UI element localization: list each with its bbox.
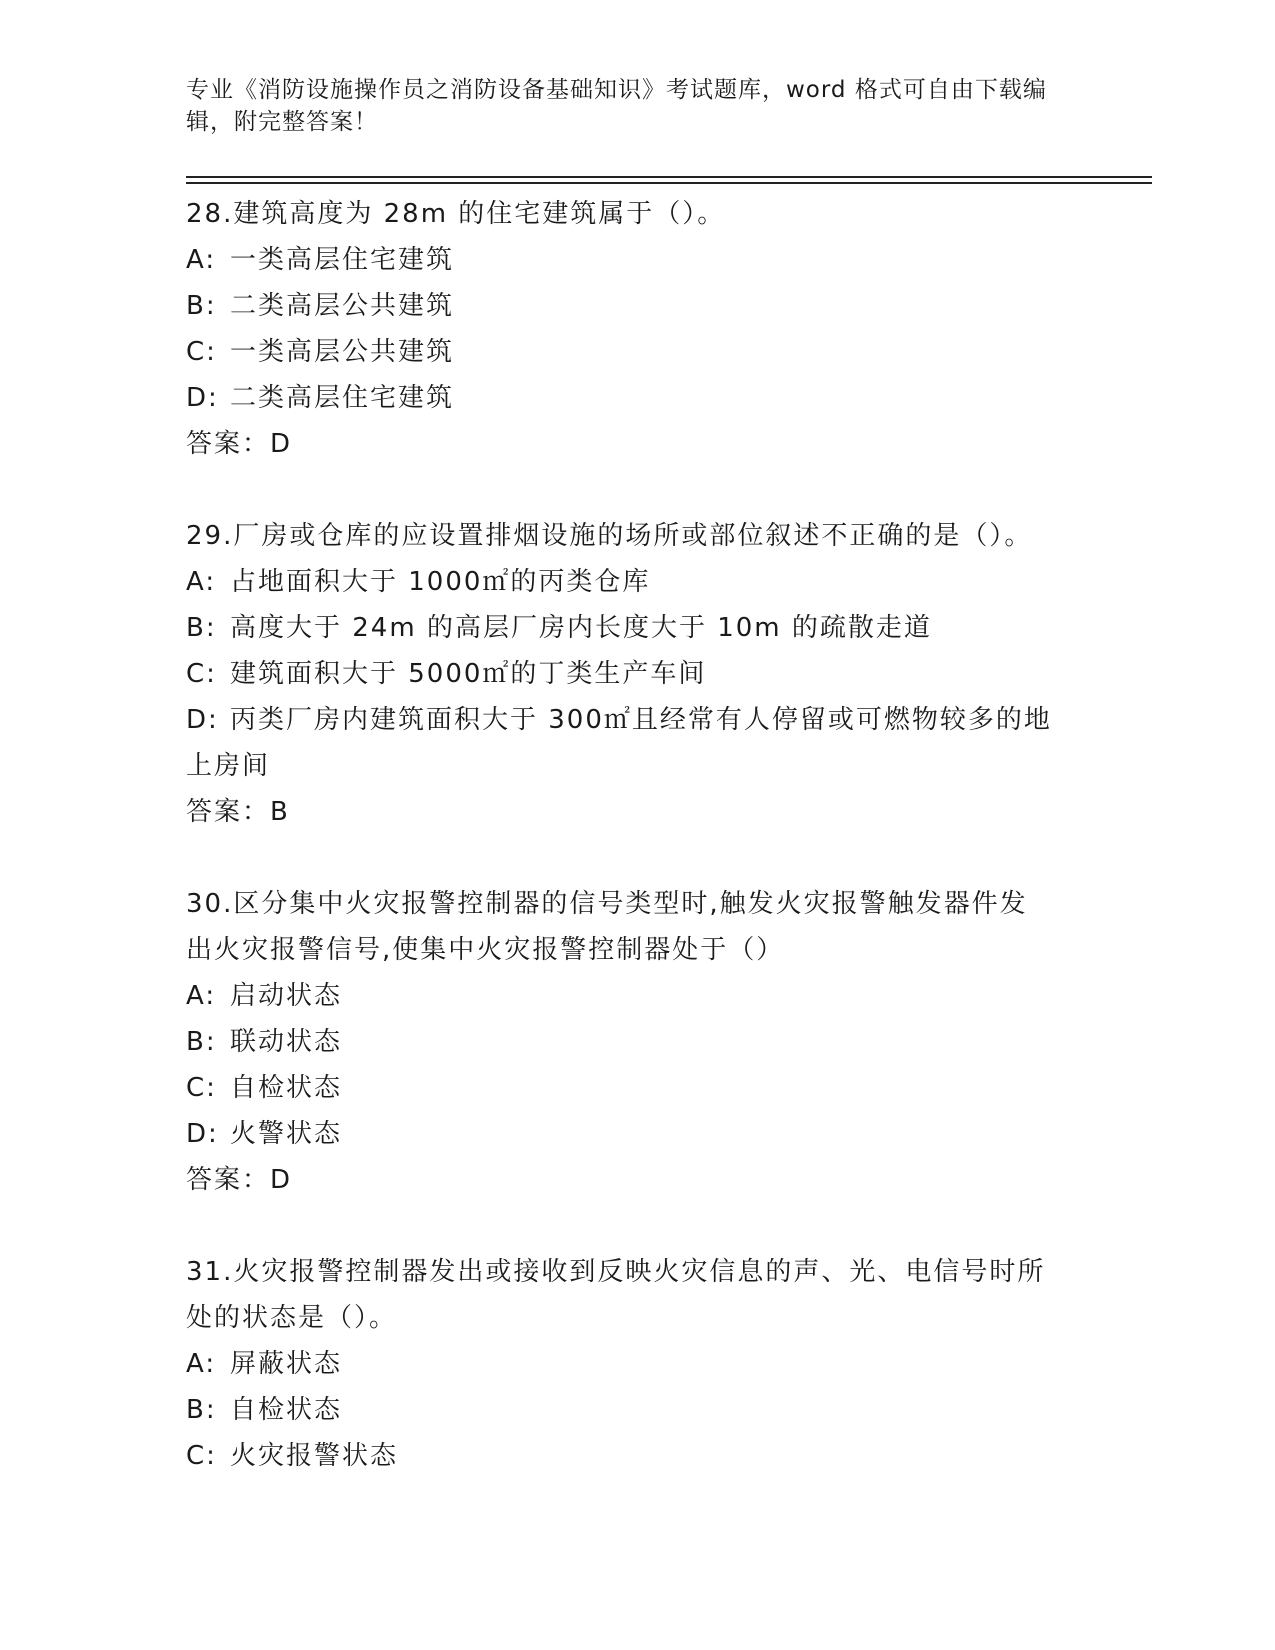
option-d (186, 1111, 1086, 1157)
option-key: C: (186, 1073, 217, 1103)
option-c (186, 651, 1086, 697)
option-text: 高度大于 24m 的高层厂房内长度大于 10m 的疏散走道 (230, 613, 932, 643)
option-text: 二类高层公共建筑 (230, 291, 455, 321)
option-key: A: (186, 981, 217, 1011)
option-text: 火灾报警状态 (230, 1441, 399, 1471)
option-text: 一类高层住宅建筑 (230, 245, 455, 275)
question-28 (186, 191, 1086, 467)
answer-label: 答案：D (186, 1165, 293, 1195)
option-c (186, 329, 1086, 375)
question-stem: 28.建筑高度为 28m 的住宅建筑属于（）。 (186, 199, 726, 229)
option-key: A: (186, 567, 217, 597)
option-a (186, 973, 1086, 1019)
question-stem: 31.火灾报警控制器发出或接收到反映火灾信息的声、光、电信号时所 (186, 1257, 1046, 1287)
answer-label: 答案：D (186, 429, 293, 459)
option-text: 一类高层公共建筑 (230, 337, 455, 367)
option-key: C: (186, 337, 217, 367)
question-stem: 29.厂房或仓库的应设置排烟设施的场所或部位叙述不正确的是（）。 (186, 521, 1033, 551)
option-text: 二类高层住宅建筑 (230, 383, 455, 413)
option-key: D: (186, 1119, 219, 1149)
option-b (186, 605, 1086, 651)
option-c (186, 1065, 1086, 1111)
option-text: 屏蔽状态 (230, 1349, 343, 1379)
document-header (186, 74, 1066, 138)
option-text: 火警状态 (230, 1119, 343, 1149)
option-text: 自检状态 (230, 1395, 343, 1425)
option-b (186, 283, 1086, 329)
option-key: B: (186, 291, 217, 321)
option-text: 丙类厂房内建筑面积大于 300㎡且经常有人停留或可燃物较多的地 (230, 705, 1052, 735)
option-text: 占地面积大于 1000㎡的丙类仓库 (230, 567, 651, 597)
option-key: C: (186, 1441, 217, 1471)
option-d-continuation: 上房间 (186, 751, 271, 781)
option-b (186, 1019, 1086, 1065)
option-text: 启动状态 (230, 981, 343, 1011)
option-text: 自检状态 (230, 1073, 343, 1103)
option-key: A: (186, 245, 217, 275)
answer-label: 答案：B (186, 797, 290, 827)
option-key: B: (186, 1395, 217, 1425)
question-31 (186, 1249, 1086, 1479)
option-key: B: (186, 1027, 217, 1057)
option-text: 联动状态 (230, 1027, 343, 1057)
option-d (186, 697, 1086, 743)
header-line-2: 辑，附完整答案！ (186, 109, 378, 135)
option-key: C: (186, 659, 217, 689)
question-stem-continuation: 处的状态是（）。 (186, 1303, 398, 1333)
question-list (186, 191, 1086, 1525)
header-line-1: 专业《消防设施操作员之消防设备基础知识》考试题库，word 格式可自由下载编 (186, 77, 1047, 103)
option-key: B: (186, 613, 217, 643)
option-c (186, 1433, 1086, 1479)
question-30 (186, 881, 1086, 1203)
option-key: D: (186, 705, 219, 735)
option-a (186, 559, 1086, 605)
option-d (186, 375, 1086, 421)
option-b (186, 1387, 1086, 1433)
option-key: D: (186, 383, 219, 413)
option-a (186, 237, 1086, 283)
option-text: 建筑面积大于 5000㎡的丁类生产车间 (230, 659, 707, 689)
header-divider-bottom (186, 182, 1152, 184)
option-a (186, 1341, 1086, 1387)
question-29 (186, 513, 1086, 835)
question-stem: 30.区分集中火灾报警控制器的信号类型时,触发火灾报警触发器件发 (186, 889, 1028, 919)
option-key: A: (186, 1349, 217, 1379)
header-divider-top (186, 176, 1152, 178)
question-stem-continuation: 出火灾报警信号,使集中火灾报警控制器处于（） (186, 935, 785, 965)
